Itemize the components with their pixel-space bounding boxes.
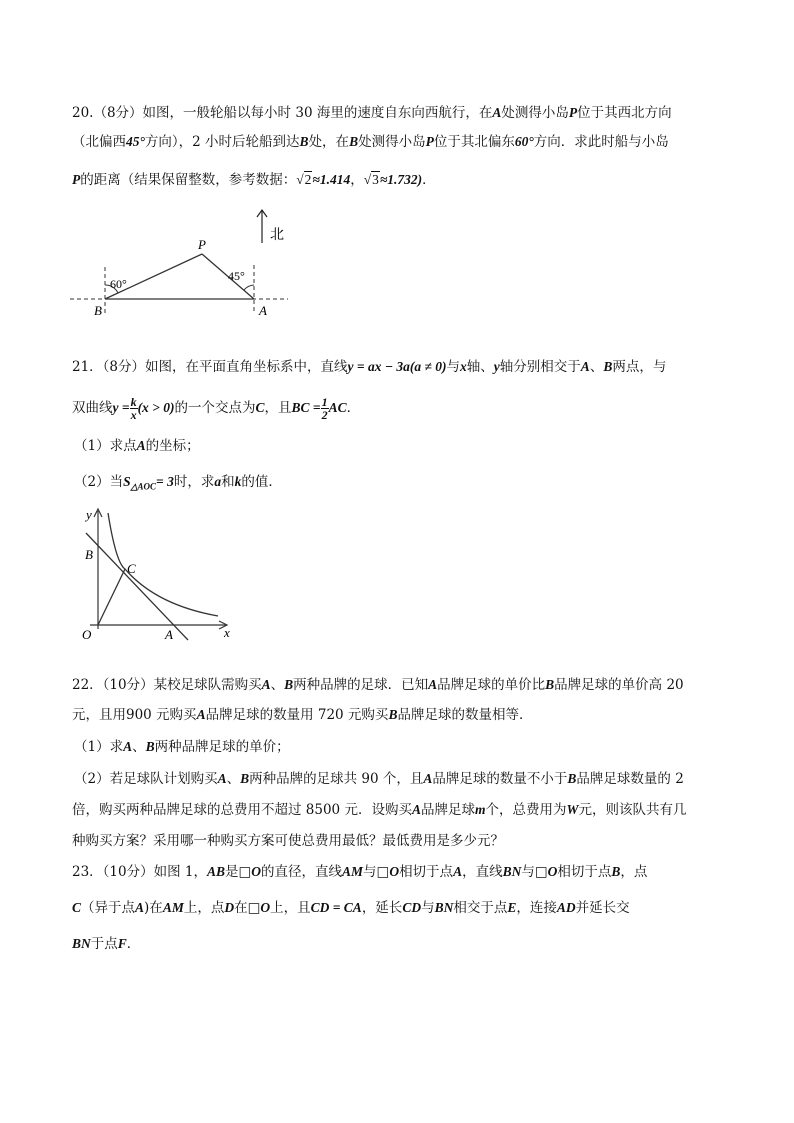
point-a-label: A — [259, 303, 267, 318]
origin-label: O — [82, 627, 92, 642]
q21-figure — [76, 505, 246, 645]
north-label: 北 — [270, 228, 284, 243]
axis-x-label: x — [224, 625, 230, 640]
angle-45-label: 45° — [228, 269, 245, 283]
q22-line-2: 元，且用900 元购买A品牌足球的数量用 720 元购买B品牌足球的数量相等． — [72, 707, 533, 723]
q20-line-1: 20.（8分）如图，一般轮船以每小时 30 海里的速度自东向西航行，在A处测得小岛P位于其西北方向 — [72, 105, 672, 121]
q23-line-1: 23．（10分）如图 1，AB是□O的直径，直线AM与□O相切于点A，直线BN与□O相切于点B，点 — [72, 864, 648, 880]
q22-line-6: 种购买方案？采用哪一种购买方案可使总费用最低？最低费用是多少元？ — [72, 833, 504, 849]
q22-part-2: （2）若足球队计划购买A、B两种品牌的足球共 90 个，且A品牌足球的数量不小于B品牌足球数量的 2 — [74, 771, 684, 787]
q21-part-2: （2）当$S_{\triangle AOC}= 3$时，求a和k的值． — [74, 474, 282, 492]
point-p-label: P — [198, 237, 206, 252]
q22-line-5: 倍，购买两种品牌足球的总费用不超过 8500 元．设购买A品牌足球m个，总费用为W元，则该队共有几 — [72, 802, 687, 818]
point-c-label: C — [127, 561, 136, 576]
q21-line-2: 双曲线y = $\frac{k}{x}$ (x > 0)的一个交点为C，且BC = $\frac{1}{2}$ AC． — [72, 395, 361, 422]
angle-60-label: 60° — [110, 277, 127, 291]
axis-y-label: y — [86, 507, 92, 522]
point-b-label: B — [94, 303, 102, 318]
q21-line-1: 21．（8分）如图，在平面直角坐标系中，直线y = ax − 3a(a ≠ 0)与x轴、y轴分别相交于A、B两点，与 — [72, 359, 667, 375]
q21-part-1: （1）求点A的坐标； — [74, 438, 200, 454]
q20-line-3: P的距离（结果保留整数，参考数据：√2≈1.414，√3≈1.732)． — [72, 172, 436, 188]
q20-figure — [66, 205, 296, 320]
point-a-label: A — [165, 627, 173, 642]
q23-line-2: C（异于点A)在AM上，点D在□O上，且CD = CA，延长CD与BN相交于点E，连接AD并延长交 — [72, 900, 630, 916]
point-b-label: B — [85, 547, 93, 562]
q22-part-1: （1）求A、B两种品牌足球的单价； — [74, 739, 290, 755]
q20-line-2: （北偏西45°方向），2 小时后轮船到达B处，在B处测得小岛P位于其北偏东60°方向．求此时船与小岛 — [72, 134, 669, 150]
q22-line-1: 22．（10分）某校足球队需购买A、B两种品牌的足球．已知A品牌足球的单价比B品牌足球的单价高 20 — [72, 677, 684, 693]
q23-line-3: BN于点F． — [72, 936, 141, 952]
